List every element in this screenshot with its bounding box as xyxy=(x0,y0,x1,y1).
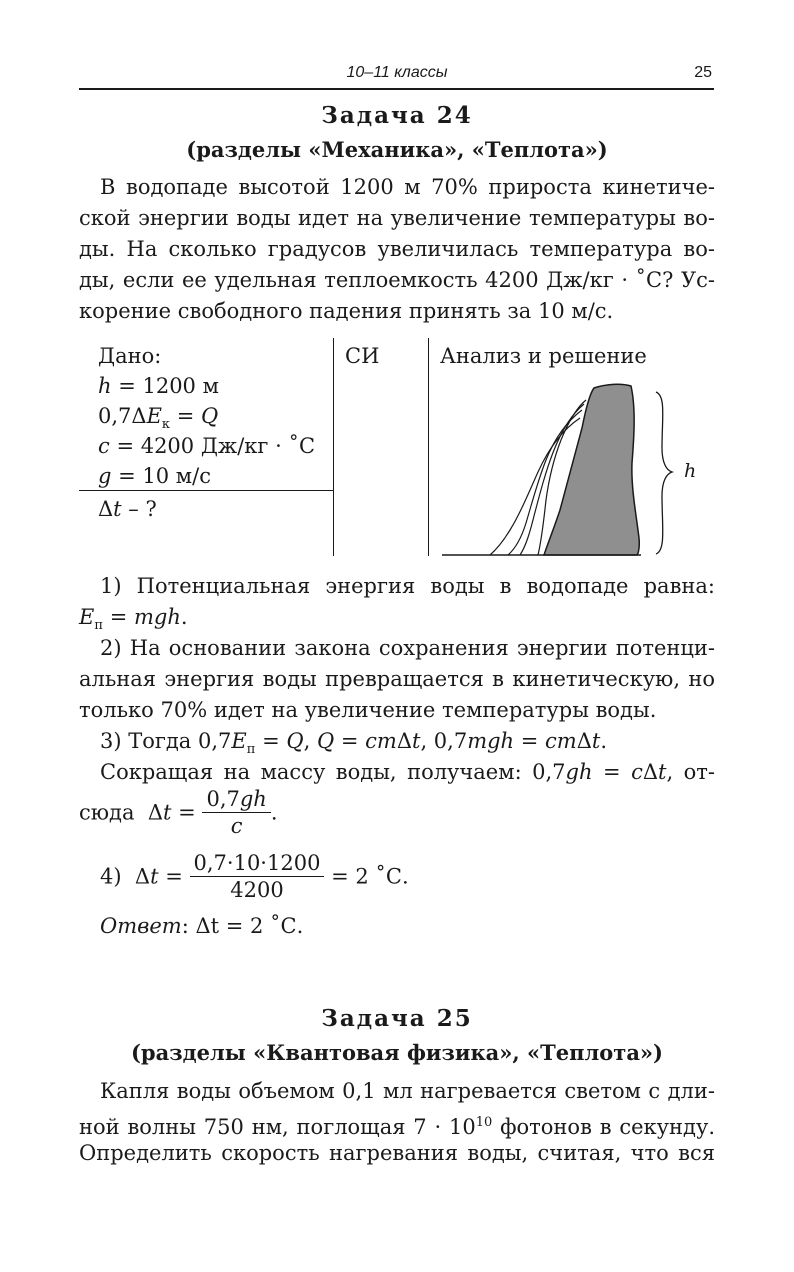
task25-statement-line2: ной волны 750 нм, поглощая $7 \cdot 10^{10}$ фотонов в секунду. xyxy=(79,1115,716,1139)
given-energy-relation: $0,7\Delta E_к = Q$ xyxy=(98,404,219,433)
page-number: 25 xyxy=(694,64,712,81)
si-header: СИ xyxy=(345,344,380,368)
task24-title: Задача 24 xyxy=(321,102,473,129)
header-rule xyxy=(79,88,714,90)
step2-line1: 2) На основании закона сохранения энергии потенци- xyxy=(100,636,715,660)
task24-statement-line2: ской энергии воды идет на увеличение температуры во- xyxy=(79,206,715,230)
task25-title: Задача 25 xyxy=(321,1005,473,1032)
waterfall-figure xyxy=(436,378,716,560)
step1-formula: $E_п$ = mgh. xyxy=(79,605,188,634)
task24-statement-line4: ды, если ее удельная теплоемкость 4200 Дж/кг · ˚С? Ус- xyxy=(79,268,715,292)
step1-text: 1) Потенциальная энергия воды в водопаде равна: xyxy=(100,574,715,598)
analysis-header: Анализ и решение xyxy=(440,344,647,368)
cliff-shape xyxy=(544,384,639,555)
task24-subtitle: (разделы «Механика», «Теплота») xyxy=(186,137,608,162)
given-gravity: g = 10 м/с xyxy=(98,464,211,488)
step2-line3: только 70% идет на увеличение температуры воды. xyxy=(79,698,657,722)
step2-line2: альная энергия воды превращается в кинетическую, но xyxy=(79,667,715,691)
figure-label-h: h xyxy=(684,460,697,482)
step4-formula: 4) Δt = $\frac{0,7\cdot 10\cdot 1200}{4200}$ = 2 ˚С. xyxy=(100,851,409,902)
running-header-section: 10–11 классы xyxy=(346,64,448,81)
task24-statement-line1: В водопаде высотой 1200 м 70% прироста кинетиче- xyxy=(100,175,715,199)
hence-formula: сюда Δt = $\frac{0,7gh}{c}$ . xyxy=(79,787,278,838)
task24-statement-line3: ды. На сколько градусов увеличилась температура во- xyxy=(79,237,715,261)
answer-line: Ответ: Δt = 2 ˚С. xyxy=(100,914,304,938)
reduce-mass-line: Сокращая на массу воды, получаем: 0,7gh = cΔt, от- xyxy=(100,760,715,784)
height-brace xyxy=(656,392,672,554)
table-divider-given-si xyxy=(333,338,334,556)
task25-subtitle: (разделы «Квантовая физика», «Теплота») xyxy=(131,1040,663,1065)
given-header: Дано: xyxy=(98,344,162,368)
task24-statement-line5: корение свободного падения принять за 10 м/с. xyxy=(79,299,614,323)
task25-statement-line1: Капля воды объемом 0,1 мл нагревается светом с дли- xyxy=(100,1079,715,1103)
task25-statement-line3: Определить скорость нагревания воды, считая, что вся xyxy=(79,1141,715,1165)
step3-equation: 3) Тогда $0,7E_п = Q$, Q = cmΔt, 0,7mgh = cmΔt. xyxy=(100,729,608,758)
given-height: h = 1200 м xyxy=(98,374,219,398)
given-heat-capacity: c = 4200 Дж/кг · ˚С xyxy=(98,434,316,458)
table-divider-si-analysis xyxy=(428,338,429,556)
find-delta-t: Δt – ? xyxy=(98,497,157,521)
